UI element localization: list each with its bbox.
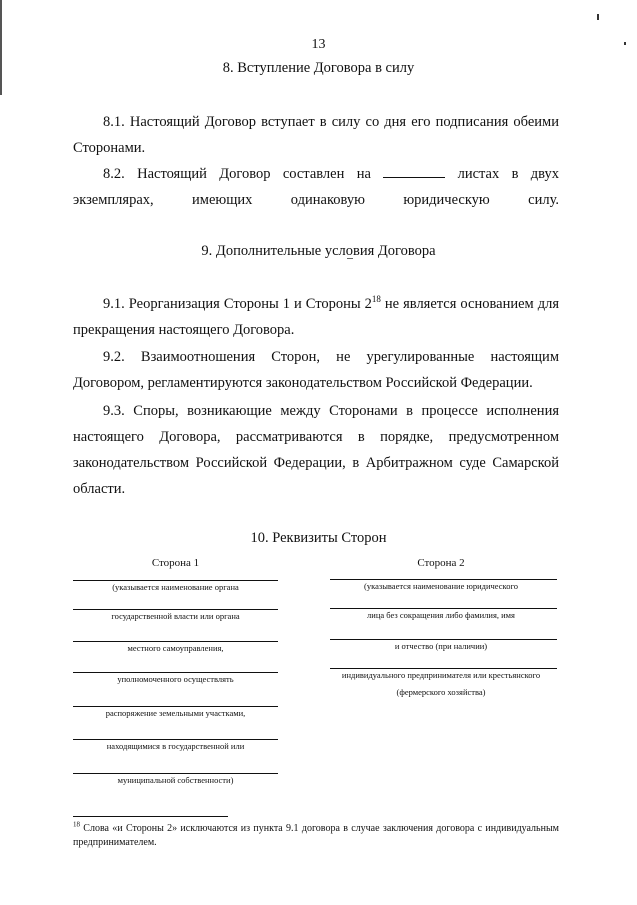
party-1-title: Сторона 1 (151, 557, 200, 569)
field-line (73, 672, 278, 673)
field-line (330, 668, 557, 669)
field-label: уполномоченного осуществлять (117, 674, 234, 684)
party-2-details (325, 557, 557, 697)
page-number: 13 (311, 37, 326, 52)
field-line (73, 580, 278, 581)
clause-9-3: 9.3. Споры, возникающие между Сторонами в процессе исполнения настоящего Договора, рассматриваются в порядке, предусмотренном законодательством Российской Федерации, в Арбитражном суде Самарской области. (73, 403, 559, 497)
clause-8-2-text-end: листах в двух экземплярах, имеющих одинаковую юридическую силу. (73, 166, 560, 208)
field-line (73, 609, 278, 610)
footnote-text: Слова «и Стороны 2» исключаются из пункта 9.1 договора в случае заключения договора с индивидуальным предпринимателем. (73, 823, 559, 848)
field-line (73, 773, 278, 774)
field-label: государственной власти или органа (111, 611, 240, 621)
scan-speck (597, 14, 599, 20)
footnote-marker: 18 (73, 820, 80, 829)
section-9-title: 9. Дополнительные условия Договора (201, 243, 436, 259)
field-label: и отчество (при наличии) (394, 641, 488, 651)
section-8-title: 8. Вступление Договора в силу (222, 60, 415, 76)
field-label: лица без сокращения либо фамилия, имя (367, 610, 515, 620)
field-line (330, 608, 557, 609)
field-line (73, 641, 278, 642)
field-label: (указывается наименование органа (112, 582, 239, 592)
clause-8-2 (73, 161, 559, 213)
clause-9-1 (73, 291, 559, 343)
field-line (73, 706, 278, 707)
footnote (73, 822, 559, 850)
section-10-title: 10. Реквизиты Сторон (250, 530, 387, 546)
party-2-title: Сторона 2 (417, 557, 465, 569)
field-label: (фермерского хозяйства) (396, 687, 486, 697)
clause-8-2-text-start: 8.2. Настоящий Договор составлен на (103, 166, 371, 182)
sheet-count-blank (383, 165, 445, 178)
field-line (73, 739, 278, 740)
footnote-separator (73, 816, 228, 817)
clause-9-2: 9.2. Взаимоотношения Сторон, не урегулированные настоящим Договором, регламентируются законодательством Российской Федерации. (73, 349, 559, 391)
field-line (330, 579, 557, 580)
field-label: муниципальной собственности) (117, 775, 234, 785)
field-label: индивидуального предпринимателя или крестьянского (341, 670, 541, 680)
field-line (330, 639, 557, 640)
clause-8-1: 8.1. Настоящий Договор вступает в силу со дня его подписания обеими Сторонами. (73, 114, 559, 156)
field-label: местного самоуправления, (127, 643, 224, 653)
clause-9-1-text-start: 9.1. Реорганизация Стороны 1 и Стороны 2 (103, 296, 372, 312)
field-label: (указывается наименование юридического (363, 581, 518, 591)
party-1-details (73, 557, 278, 785)
footnote-ref: 18 (371, 294, 381, 305)
field-label: распоряжение земельными участками, (105, 708, 246, 718)
clause-9-1-text-end: не является основанием для прекращения настоящего Договора. (73, 296, 559, 338)
field-label: находящимися в государственной или (106, 741, 245, 751)
